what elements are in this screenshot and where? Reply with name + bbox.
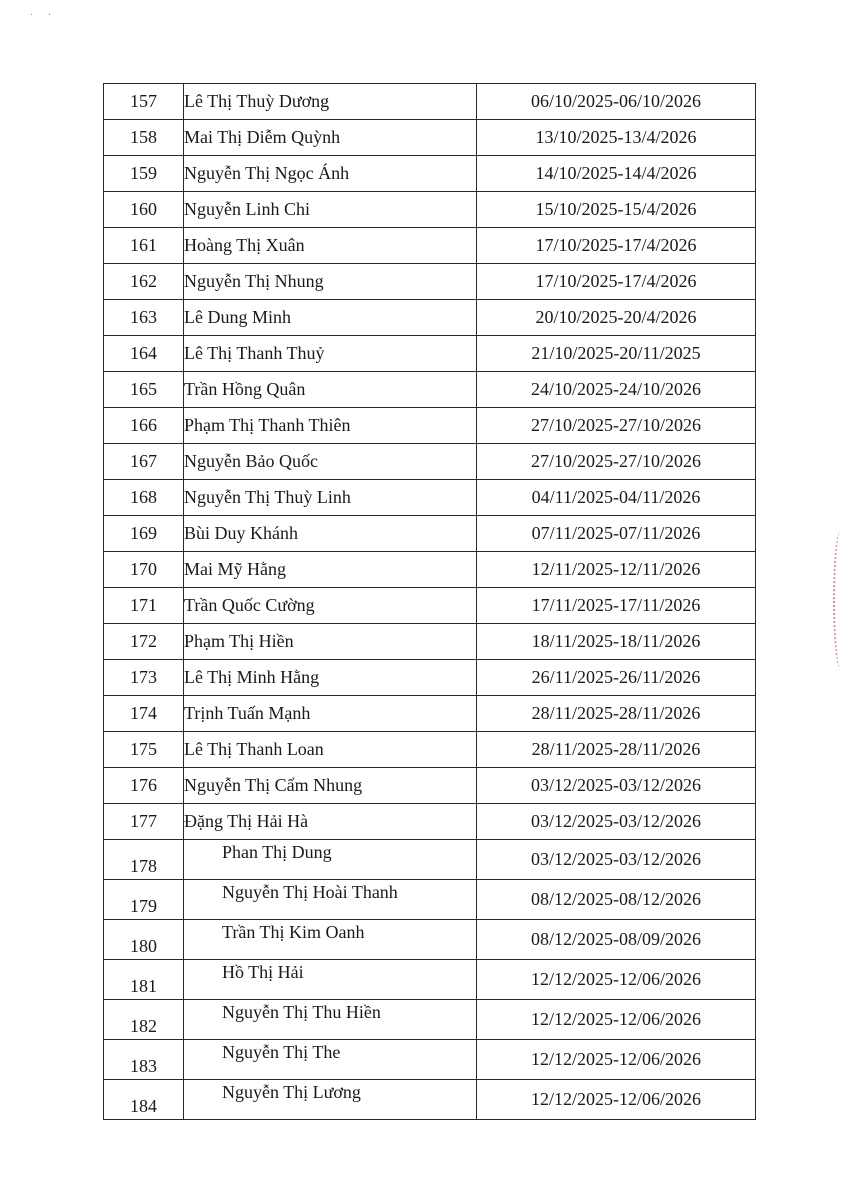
table-row: [104, 1040, 756, 1080]
table-row: [104, 732, 756, 768]
table-row: [104, 696, 756, 732]
roster-table: [103, 83, 756, 1120]
table-row: [104, 516, 756, 552]
date-range: 03/12/2025-03/12/2026: [477, 840, 756, 880]
date-range: 04/11/2025-04/11/2026: [477, 480, 756, 516]
row-number: 162: [104, 264, 184, 300]
row-number: 169: [104, 516, 184, 552]
table-row: [104, 960, 756, 1000]
date-range: 06/10/2025-06/10/2026: [477, 84, 756, 120]
person-name: Nguyễn Thị Hoài Thanh: [184, 880, 477, 920]
table-row: [104, 804, 756, 840]
row-number: 181: [104, 960, 184, 1000]
person-name: Nguyễn Linh Chi: [184, 192, 477, 228]
person-name: Lê Thị Thanh Loan: [184, 732, 477, 768]
row-number: 182: [104, 1000, 184, 1040]
table-row: [104, 480, 756, 516]
date-range: 27/10/2025-27/10/2026: [477, 408, 756, 444]
date-range: 18/11/2025-18/11/2026: [477, 624, 756, 660]
row-number: 168: [104, 480, 184, 516]
table-row: [104, 408, 756, 444]
row-number: 183: [104, 1040, 184, 1080]
person-name: Trần Thị Kim Oanh: [184, 920, 477, 960]
table-row: [104, 444, 756, 480]
row-number: 184: [104, 1080, 184, 1120]
row-number: 157: [104, 84, 184, 120]
date-range: 17/10/2025-17/4/2026: [477, 228, 756, 264]
table-row: [104, 1000, 756, 1040]
person-name: Nguyễn Thị Cẩm Nhung: [184, 768, 477, 804]
table-row: [104, 372, 756, 408]
person-name: Nguyễn Thị Lương: [184, 1080, 477, 1120]
person-name: Lê Thị Minh Hằng: [184, 660, 477, 696]
person-name: Nguyễn Bảo Quốc: [184, 444, 477, 480]
row-number: 158: [104, 120, 184, 156]
row-number: 180: [104, 920, 184, 960]
row-number: 172: [104, 624, 184, 660]
date-range: 12/12/2025-12/06/2026: [477, 960, 756, 1000]
table-row: [104, 624, 756, 660]
row-number: 159: [104, 156, 184, 192]
row-number: 178: [104, 840, 184, 880]
date-range: 08/12/2025-08/09/2026: [477, 920, 756, 960]
table-row: [104, 552, 756, 588]
date-range: 20/10/2025-20/4/2026: [477, 300, 756, 336]
date-range: 08/12/2025-08/12/2026: [477, 880, 756, 920]
person-name: Phạm Thị Thanh Thiên: [184, 408, 477, 444]
date-range: 17/10/2025-17/4/2026: [477, 264, 756, 300]
person-name: Trần Hồng Quân: [184, 372, 477, 408]
row-number: 164: [104, 336, 184, 372]
table-row: [104, 84, 756, 120]
person-name: Phạm Thị Hiền: [184, 624, 477, 660]
date-range: 17/11/2025-17/11/2026: [477, 588, 756, 624]
date-range: 28/11/2025-28/11/2026: [477, 696, 756, 732]
person-name: Mai Mỹ Hằng: [184, 552, 477, 588]
table-row: [104, 840, 756, 880]
table-row: [104, 192, 756, 228]
row-number: 167: [104, 444, 184, 480]
table-row: [104, 1080, 756, 1120]
person-name: Nguyễn Thị Ngọc Ánh: [184, 156, 477, 192]
row-number: 163: [104, 300, 184, 336]
row-number: 175: [104, 732, 184, 768]
person-name: Nguyễn Thị Thu Hiền: [184, 1000, 477, 1040]
person-name: Nguyễn Thị Thuỳ Linh: [184, 480, 477, 516]
table-row: [104, 660, 756, 696]
person-name: Trần Quốc Cường: [184, 588, 477, 624]
row-number: 165: [104, 372, 184, 408]
person-name: Lê Thị Thuỳ Dương: [184, 84, 477, 120]
person-name: Nguyễn Thị Nhung: [184, 264, 477, 300]
table-row: [104, 880, 756, 920]
table-row: [104, 264, 756, 300]
person-name: Mai Thị Diễm Quỳnh: [184, 120, 477, 156]
date-range: 13/10/2025-13/4/2026: [477, 120, 756, 156]
date-range: 15/10/2025-15/4/2026: [477, 192, 756, 228]
table-row: [104, 920, 756, 960]
person-name: Bùi Duy Khánh: [184, 516, 477, 552]
date-range: 12/12/2025-12/06/2026: [477, 1040, 756, 1080]
row-number: 173: [104, 660, 184, 696]
date-range: 26/11/2025-26/11/2026: [477, 660, 756, 696]
person-name: Hồ Thị Hải: [184, 960, 477, 1000]
row-number: 177: [104, 804, 184, 840]
table-row: [104, 120, 756, 156]
person-name: Phan Thị Dung: [184, 840, 477, 880]
person-name: Trịnh Tuấn Mạnh: [184, 696, 477, 732]
table-row: [104, 336, 756, 372]
person-name: Nguyễn Thị The: [184, 1040, 477, 1080]
row-number: 171: [104, 588, 184, 624]
roster-body: [104, 84, 756, 1120]
row-number: 160: [104, 192, 184, 228]
row-number: 166: [104, 408, 184, 444]
row-number: 170: [104, 552, 184, 588]
table-row: [104, 588, 756, 624]
date-range: 24/10/2025-24/10/2026: [477, 372, 756, 408]
person-name: Hoàng Thị Xuân: [184, 228, 477, 264]
table-row: [104, 156, 756, 192]
date-range: 07/11/2025-07/11/2026: [477, 516, 756, 552]
row-number: 161: [104, 228, 184, 264]
person-name: Đặng Thị Hải Hà: [184, 804, 477, 840]
table-row: [104, 228, 756, 264]
table-row: [104, 768, 756, 804]
table-row: [104, 300, 756, 336]
date-range: 28/11/2025-28/11/2026: [477, 732, 756, 768]
date-range: 12/11/2025-12/11/2026: [477, 552, 756, 588]
person-name: Lê Dung Minh: [184, 300, 477, 336]
row-number: 174: [104, 696, 184, 732]
date-range: 27/10/2025-27/10/2026: [477, 444, 756, 480]
person-name: Lê Thị Thanh Thuỷ: [184, 336, 477, 372]
date-range: 14/10/2025-14/4/2026: [477, 156, 756, 192]
row-number: 179: [104, 880, 184, 920]
red-stamp-edge: [833, 530, 849, 670]
row-number: 176: [104, 768, 184, 804]
date-range: 03/12/2025-03/12/2026: [477, 804, 756, 840]
date-range: 21/10/2025-20/11/2025: [477, 336, 756, 372]
date-range: 12/12/2025-12/06/2026: [477, 1000, 756, 1040]
date-range: 03/12/2025-03/12/2026: [477, 768, 756, 804]
date-range: 12/12/2025-12/06/2026: [477, 1080, 756, 1120]
scan-artifact: · ·: [30, 10, 58, 21]
